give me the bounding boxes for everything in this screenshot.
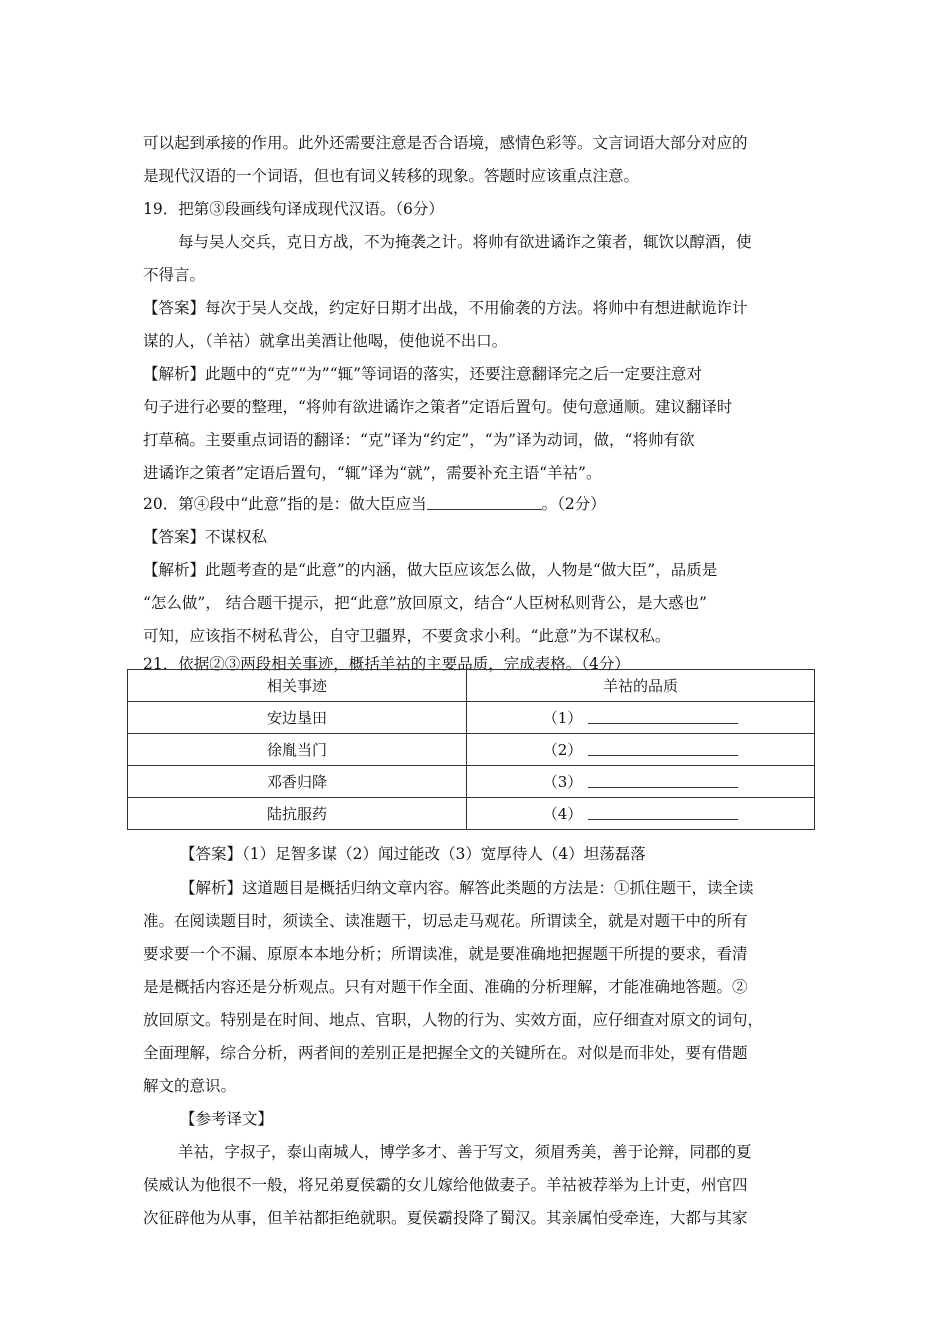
event-cell: 陆抗服药	[128, 798, 467, 830]
table-row	[128, 702, 815, 734]
analysis-21: 【解析】这道题目是概括归纳文章内容。解答此类题的方法是：①抓住题干，读全读	[180, 879, 754, 897]
answer-blank	[427, 495, 542, 510]
slot-label: （1）	[542, 709, 583, 727]
question-19: 19．把第③段画线句译成现代汉语。（6分）	[143, 200, 444, 218]
analysis-20: 【解析】此题考查的是“此意”的内涵，做大臣应该怎么做，人物是“做大臣”，品质是	[143, 561, 718, 579]
event-cell: 安边垦田	[128, 702, 467, 734]
quality-cell	[467, 798, 815, 830]
question-20-prefix: 20．第④段中“此意”指的是：做大臣应当	[143, 495, 427, 513]
analysis-21-cont: 是是概括内容还是分析观点。只有对题干作全面、准确的分析理解，才能准确地答题。②	[143, 978, 748, 996]
table-header-row	[128, 670, 815, 702]
analysis-19-cont: 打草稿。主要重点词语的翻译：“克”译为“约定”，“为”译为动词，做，“将帅有欲	[143, 431, 695, 449]
quality-cell	[467, 734, 815, 766]
table-row	[128, 798, 815, 830]
answer-21: 【答案】（1）足智多谋（2）闻过能改（3）宽厚待人（4）坦荡磊落	[180, 845, 646, 863]
slot-label: （4）	[542, 805, 583, 823]
quality-cell	[467, 702, 815, 734]
analysis-21-cont: 全面理解，综合分析，两者间的差别正是把握全文的关键所在。对似是而非处，要有借题	[143, 1044, 748, 1062]
translation-paragraph-cont: 次征辟他为从事，但羊祜都拒绝就职。夏侯霸投降了蜀汉。其亲属怕受牵连，大都与其家	[143, 1209, 748, 1227]
text-line: 是现代汉语的一个词语，但也有词义转移的现象。答题时应该重点注意。	[143, 167, 640, 185]
analysis-21-cont: 要求要一个不漏、原原本本地分析；所谓读准，就是要准确地把握题干所提的要求，看清	[143, 945, 748, 963]
answer-19-cont: 谋的人，（羊祜）就拿出美酒让他喝，使他说不出口。	[143, 332, 508, 350]
table-row	[128, 766, 815, 798]
quoted-passage: 每与吴人交兵，克日方战，不为掩袭之计。将帅有欲进谲诈之策者，辄饮以醇酒，使	[178, 233, 752, 251]
answer-20: 【答案】不谋权私	[143, 528, 268, 546]
quality-table	[127, 669, 815, 830]
question-21: 21．依据②③两段相关事迹，概括羊祜的主要品质，完成表格。（4分）	[143, 655, 630, 673]
analysis-21-cont: 解文的意识。	[143, 1077, 237, 1095]
analysis-19: 【解析】此题中的“克”“为”“辄”等词语的落实，还要注意翻译完之后一定要注意对	[143, 365, 703, 383]
reference-translation-heading: 【参考译文】	[180, 1110, 274, 1128]
question-20-suffix: 。（2分）	[541, 495, 606, 513]
translation-paragraph: 羊祜，字叔子，泰山南城人，博学多才、善于写文，须眉秀美，善于论辩，同郡的夏	[178, 1143, 752, 1161]
slot-label: （2）	[542, 741, 583, 759]
answer-blank	[588, 805, 738, 820]
event-cell: 徐胤当门	[128, 734, 467, 766]
analysis-20-cont: “怎么做”， 结合题干提示，把“此意”放回原文，结合“人臣树私则背公，是大惑也”	[143, 594, 707, 612]
analysis-21-cont: 准。在阅读题目时，须读全、读准题干，切忌走马观花。所谓读全，就是对题干中的所有	[143, 912, 748, 930]
analysis-20-cont: 可知，应该指不树私背公，自守卫疆界，不要贪求小利。“此意”为不谋权私。	[143, 627, 671, 645]
analysis-19-cont: 进谲诈之策者”定语后置句，“辄”译为“就”，需要补充主语“羊祜”。	[143, 464, 602, 482]
text-line: 可以起到承接的作用。此外还需要注意是否合语境，感情色彩等。文言词语大部分对应的	[143, 134, 748, 152]
answer-19: 【答案】每次于吴人交战，约定好日期才出战，不用偷袭的方法。将帅中有想进献诡诈计	[143, 299, 748, 317]
translation-paragraph-cont: 侯威认为他很不一般，将兄弟夏侯霸的女儿嫁给他做妻子。羊祜被荐举为上计吏，州官四	[143, 1176, 748, 1194]
answer-blank	[588, 709, 738, 724]
answer-blank	[588, 741, 738, 756]
table-header: 相关事迹	[128, 670, 467, 702]
event-cell: 邓香归降	[128, 766, 467, 798]
slot-label: （3）	[542, 773, 583, 791]
quoted-passage-cont: 不得言。	[143, 266, 206, 284]
analysis-19-cont: 句子进行必要的整理，“将帅有欲进谲诈之策者”定语后置句。使句意通顺。建议翻译时	[143, 398, 733, 416]
table-header: 羊祜的品质	[467, 670, 815, 702]
quality-cell	[467, 766, 815, 798]
question-20	[143, 494, 823, 514]
analysis-21-cont: 放回原文。特别是在时间、地点、官职，人物的行为、实效方面，应仔细查对原文的词句，	[143, 1011, 764, 1029]
answer-blank	[588, 773, 738, 788]
table-row	[128, 734, 815, 766]
